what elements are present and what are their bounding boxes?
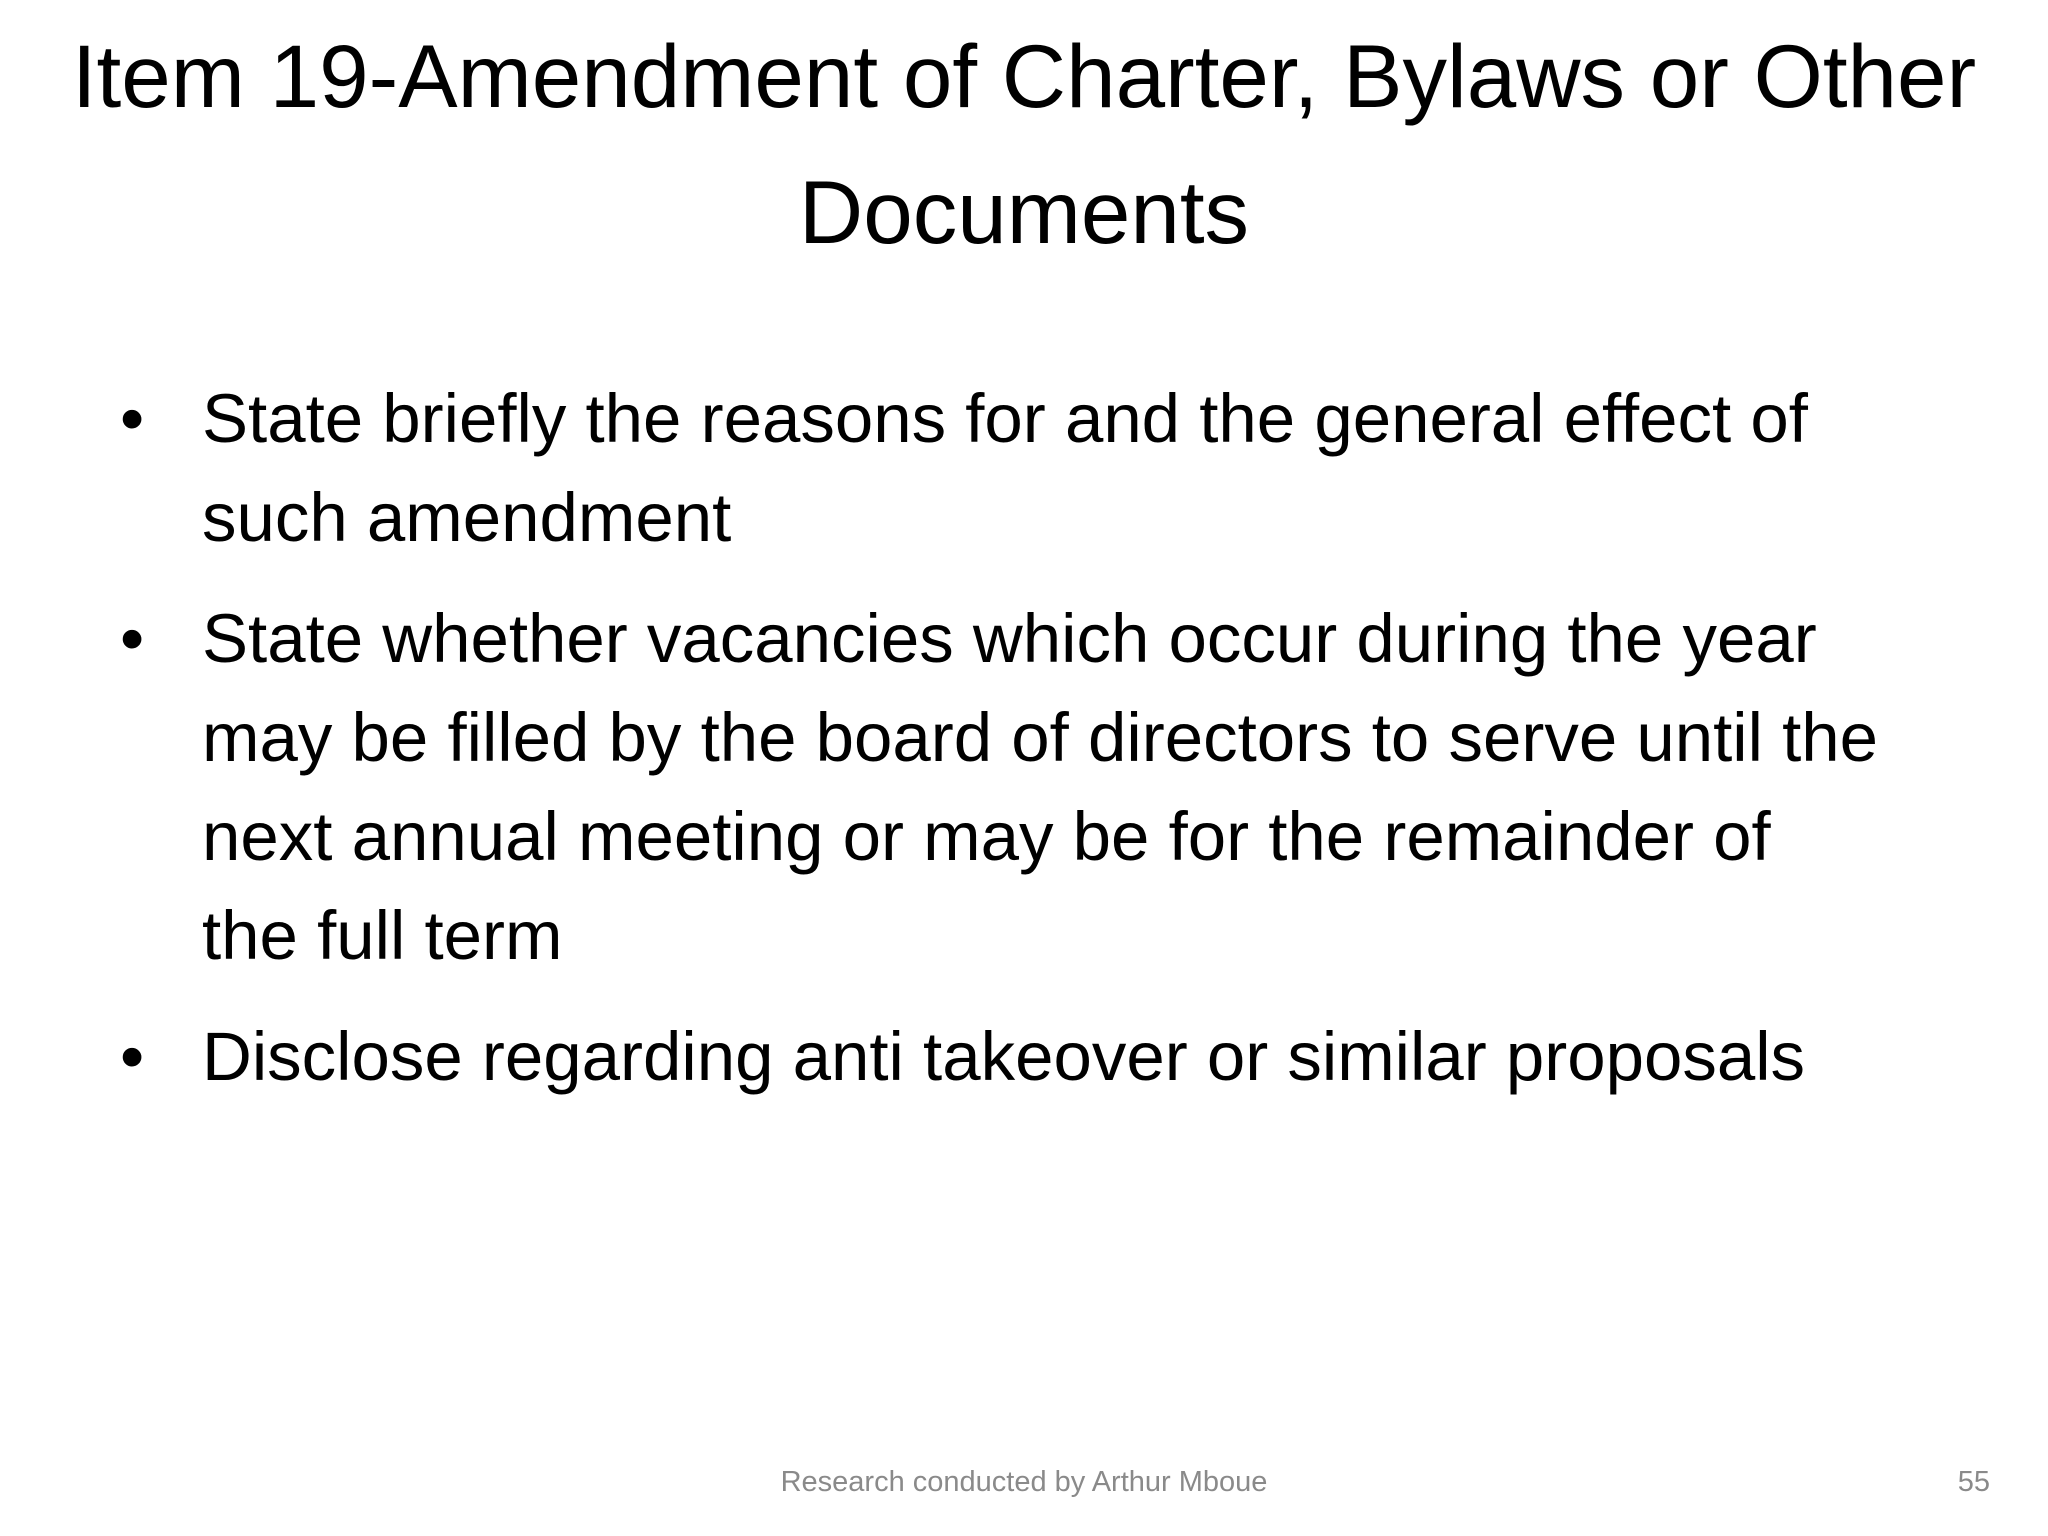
bullet-list (120, 369, 1880, 1128)
bullet-text: State whether vacancies which occur during the year may be filled by the board of directors to serve until the next annual meeting or may be for the remainder of the full term (202, 600, 1879, 974)
bullet-icon: • (120, 600, 145, 677)
bullet-item (120, 1007, 1880, 1106)
footer-credit: Research conducted by Arthur Mboue (780, 1466, 1268, 1498)
bullet-item (120, 369, 1880, 567)
bullet-text: Disclose regarding anti takeover or similar proposals (202, 1018, 1806, 1095)
bullet-text: State briefly the reasons for and the general effect of such amendment (202, 380, 1808, 556)
bullet-icon: • (120, 380, 145, 457)
page-number: 55 (1957, 1466, 1990, 1498)
bullet-icon: • (120, 1018, 145, 1095)
bullet-item (120, 589, 1880, 985)
slide-title: Item 19-Amendment of Charter, Bylaws or Other Documents (71, 26, 1977, 262)
